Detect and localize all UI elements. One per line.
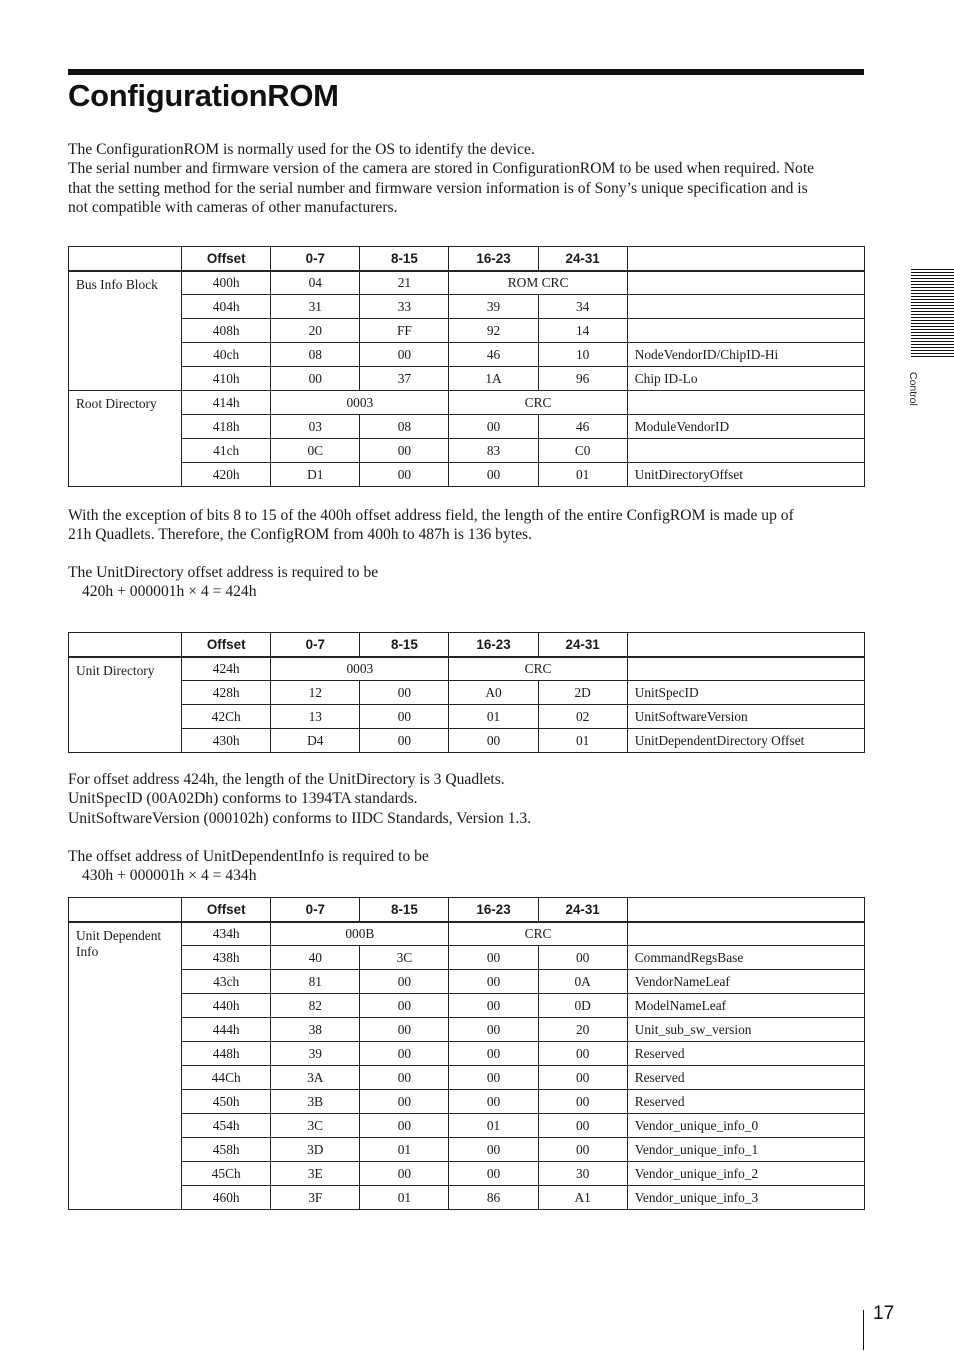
offset-cell: 408h	[182, 319, 271, 343]
offset-cell: 440h	[182, 994, 271, 1018]
description-cell: Chip ID-Lo	[627, 367, 864, 391]
table-row	[69, 415, 865, 439]
description-cell: ModelNameLeaf	[627, 994, 864, 1018]
offset-cell: 41ch	[182, 439, 271, 463]
byte-cell: 39	[271, 1042, 360, 1066]
description-cell	[627, 439, 864, 463]
offset-cell: 414h	[182, 391, 271, 415]
group-label: Root Directory	[69, 391, 182, 487]
byte-cell: 01	[360, 1138, 449, 1162]
byte-cell: 00	[449, 1138, 538, 1162]
byte-cell: 14	[538, 319, 627, 343]
byte-cell: 00	[360, 994, 449, 1018]
table-body	[69, 271, 865, 487]
table-row	[69, 367, 865, 391]
byte-cell: 13	[271, 705, 360, 729]
table-row	[69, 463, 865, 487]
formula-line: 430h + 000001h × 4 = 434h	[82, 867, 257, 885]
table-row	[69, 1138, 865, 1162]
byte-cell: C0	[538, 439, 627, 463]
description-cell: NodeVendorID/ChipID-Hi	[627, 343, 864, 367]
formula-line: 420h + 000001h × 4 = 424h	[82, 583, 257, 601]
byte-cell: 00	[360, 681, 449, 705]
byte-cell: 04	[271, 271, 360, 295]
intro-paragraph	[68, 140, 864, 218]
description-cell	[627, 391, 864, 415]
byte-cell: 3E	[271, 1162, 360, 1186]
table-row	[69, 729, 865, 753]
byte-cell: D4	[271, 729, 360, 753]
description-cell: ModuleVendorID	[627, 415, 864, 439]
header-cell: 8-15	[360, 633, 449, 657]
byte-cell: 0A	[538, 970, 627, 994]
offset-cell: 420h	[182, 463, 271, 487]
table-row	[69, 271, 865, 295]
byte-cell: 03	[271, 415, 360, 439]
table-header	[69, 633, 865, 657]
byte-cell: 46	[449, 343, 538, 367]
side-section-label	[907, 372, 921, 412]
header-cell: 24-31	[538, 633, 627, 657]
byte-cell: 00	[360, 1066, 449, 1090]
header-cell: 24-31	[538, 898, 627, 922]
text-line: that the setting method for the serial number and firmware version information is of Sony’s unique specification and is	[68, 179, 808, 197]
unit-directory-table	[68, 632, 865, 753]
table-body	[69, 922, 865, 1210]
header-cell-blank	[627, 247, 864, 271]
byte-cell: A1	[538, 1186, 627, 1210]
table-row	[69, 391, 865, 415]
description-cell: VendorNameLeaf	[627, 970, 864, 994]
table-row	[69, 1042, 865, 1066]
byte-cell: 00	[360, 1114, 449, 1138]
byte-cell: 3A	[271, 1066, 360, 1090]
group-label: Unit Directory	[69, 657, 182, 753]
description-cell: UnitSpecID	[627, 681, 864, 705]
unit-dependent-info-table	[68, 897, 865, 1210]
header-cell: 0-7	[271, 633, 360, 657]
description-cell: Reserved	[627, 1090, 864, 1114]
byte-cell: 00	[449, 463, 538, 487]
text-line: The ConfigurationROM is normally used for the OS to identify the device.	[68, 141, 535, 158]
byte-cell: 12	[271, 681, 360, 705]
byte-cell: 00	[449, 970, 538, 994]
table-row	[69, 319, 865, 343]
text-line: UnitSpecID (00A02Dh) conforms to 1394TA standards.	[68, 790, 418, 808]
byte-cell: 00	[538, 1042, 627, 1066]
offset-cell: 428h	[182, 681, 271, 705]
byte-cell: 92	[449, 319, 538, 343]
offset-cell: 458h	[182, 1138, 271, 1162]
side-section-text: Control	[907, 372, 919, 406]
byte-cell: 40	[271, 946, 360, 970]
section-tab-marker	[911, 269, 954, 359]
merged-crc-cell: ROM CRC	[449, 271, 627, 295]
offset-cell: 450h	[182, 1090, 271, 1114]
header-cell: Offset	[182, 633, 271, 657]
description-cell	[627, 657, 864, 681]
table-row	[69, 1114, 865, 1138]
offset-cell: 45Ch	[182, 1162, 271, 1186]
offset-cell: 400h	[182, 271, 271, 295]
header-cell: 24-31	[538, 247, 627, 271]
table-row	[69, 295, 865, 319]
table-row	[69, 970, 865, 994]
byte-cell: 30	[538, 1162, 627, 1186]
table-row	[69, 439, 865, 463]
offset-cell: 410h	[182, 367, 271, 391]
table-row	[69, 1018, 865, 1042]
offset-cell: 448h	[182, 1042, 271, 1066]
table-header	[69, 247, 865, 271]
description-cell: UnitSoftwareVersion	[627, 705, 864, 729]
table-row	[69, 1162, 865, 1186]
table-row	[69, 1186, 865, 1210]
byte-cell: 00	[360, 1018, 449, 1042]
byte-cell: 00	[360, 970, 449, 994]
header-row	[69, 633, 865, 657]
offset-cell: 42Ch	[182, 705, 271, 729]
text-line: With the exception of bits 8 to 15 of the 400h offset address field, the length of the entire ConfigROM is made up of	[68, 507, 794, 524]
offset-cell: 438h	[182, 946, 271, 970]
byte-cell: 46	[538, 415, 627, 439]
byte-cell: 33	[360, 295, 449, 319]
byte-cell: 00	[449, 994, 538, 1018]
description-cell: Vendor_unique_info_3	[627, 1186, 864, 1210]
description-cell	[627, 319, 864, 343]
byte-cell: 00	[360, 705, 449, 729]
offset-cell: 43ch	[182, 970, 271, 994]
byte-cell: 0D	[538, 994, 627, 1018]
byte-cell: 08	[271, 343, 360, 367]
table-row	[69, 705, 865, 729]
byte-cell: 00	[271, 367, 360, 391]
byte-cell: 01	[449, 1114, 538, 1138]
byte-cell: 01	[538, 729, 627, 753]
byte-cell: 00	[360, 729, 449, 753]
text-line: The serial number and firmware version of the camera are stored in ConfigurationROM to be used when required. Note	[68, 160, 815, 178]
header-cell: 0-7	[271, 898, 360, 922]
byte-cell: 01	[538, 463, 627, 487]
byte-cell: 00	[449, 946, 538, 970]
header-cell: Offset	[182, 898, 271, 922]
byte-cell: 00	[538, 946, 627, 970]
table-row	[69, 1090, 865, 1114]
offset-cell: 418h	[182, 415, 271, 439]
header-cell-blank	[69, 247, 182, 271]
byte-cell: 00	[360, 1042, 449, 1066]
page-title: ConfigurationROM	[68, 78, 339, 113]
description-cell: Vendor_unique_info_2	[627, 1162, 864, 1186]
header-cell: 8-15	[360, 247, 449, 271]
offset-cell: 424h	[182, 657, 271, 681]
byte-cell: 82	[271, 994, 360, 1018]
byte-cell: 86	[449, 1186, 538, 1210]
text-line: The offset address of UnitDependentInfo is required to be	[68, 848, 429, 865]
byte-cell: 96	[538, 367, 627, 391]
table-row	[69, 994, 865, 1018]
header-cell: 16-23	[449, 247, 538, 271]
header-cell: 16-23	[449, 898, 538, 922]
header-cell: 0-7	[271, 247, 360, 271]
table-row	[69, 657, 865, 681]
byte-cell: 00	[360, 343, 449, 367]
merged-crc-cell: CRC	[449, 657, 627, 681]
byte-cell: 2D	[538, 681, 627, 705]
group-label: Unit Dependent Info	[69, 922, 182, 1210]
header-row	[69, 247, 865, 271]
byte-cell: 31	[271, 295, 360, 319]
byte-cell: 00	[538, 1090, 627, 1114]
description-cell: Reserved	[627, 1066, 864, 1090]
description-cell: UnitDependentDirectory Offset	[627, 729, 864, 753]
merged-value-cell: 0003	[271, 657, 449, 681]
merged-value-cell: 000B	[271, 922, 449, 946]
text-line: UnitSoftwareVersion (000102h) conforms to IIDC Standards, Version 1.3.	[68, 809, 532, 827]
description-cell: CommandRegsBase	[627, 946, 864, 970]
bus-info-root-directory-table	[68, 246, 865, 487]
byte-cell: 0C	[271, 439, 360, 463]
byte-cell: 83	[449, 439, 538, 463]
byte-cell: 39	[449, 295, 538, 319]
byte-cell: 00	[449, 1090, 538, 1114]
byte-cell: 08	[360, 415, 449, 439]
merged-value-cell: 0003	[271, 391, 449, 415]
byte-cell: 20	[538, 1018, 627, 1042]
description-cell: Vendor_unique_info_1	[627, 1138, 864, 1162]
text-line: The UnitDirectory offset address is required to be	[68, 564, 379, 581]
description-cell: Unit_sub_sw_version	[627, 1018, 864, 1042]
table-row	[69, 1066, 865, 1090]
table-row	[69, 922, 865, 946]
byte-cell: 00	[449, 1042, 538, 1066]
offset-cell: 44Ch	[182, 1066, 271, 1090]
byte-cell: A0	[449, 681, 538, 705]
offset-cell: 434h	[182, 922, 271, 946]
description-cell: UnitDirectoryOffset	[627, 463, 864, 487]
offset-cell: 454h	[182, 1114, 271, 1138]
merged-crc-cell: CRC	[449, 391, 627, 415]
byte-cell: 81	[271, 970, 360, 994]
byte-cell: 01	[449, 705, 538, 729]
header-row	[69, 898, 865, 922]
table-row	[69, 946, 865, 970]
byte-cell: 3F	[271, 1186, 360, 1210]
byte-cell: 20	[271, 319, 360, 343]
byte-cell: 37	[360, 367, 449, 391]
byte-cell: 00	[360, 1162, 449, 1186]
page-number: 17	[873, 1303, 895, 1324]
header-cell-blank	[69, 633, 182, 657]
table-body	[69, 657, 865, 753]
group-label: Bus Info Block	[69, 271, 182, 391]
description-cell: Reserved	[627, 1042, 864, 1066]
unit-directory-offset-paragraph	[68, 563, 864, 602]
header-cell: 8-15	[360, 898, 449, 922]
byte-cell: 01	[360, 1186, 449, 1210]
byte-cell: 34	[538, 295, 627, 319]
byte-cell: 00	[449, 1162, 538, 1186]
offset-cell: 460h	[182, 1186, 271, 1210]
byte-cell: 3B	[271, 1090, 360, 1114]
header-cell-blank	[627, 898, 864, 922]
byte-cell: 3D	[271, 1138, 360, 1162]
byte-cell: 10	[538, 343, 627, 367]
title-rule	[68, 69, 864, 75]
header-cell: Offset	[182, 247, 271, 271]
text-line: not compatible with cameras of other manufacturers.	[68, 199, 398, 217]
byte-cell: 21	[360, 271, 449, 295]
merged-crc-cell: CRC	[449, 922, 627, 946]
header-cell-blank	[69, 898, 182, 922]
byte-cell: 02	[538, 705, 627, 729]
table-header	[69, 898, 865, 922]
byte-cell: 3C	[271, 1114, 360, 1138]
offset-cell: 404h	[182, 295, 271, 319]
text-line: For offset address 424h, the length of the UnitDirectory is 3 Quadlets.	[68, 771, 505, 788]
byte-cell: 00	[449, 729, 538, 753]
header-cell-blank	[627, 633, 864, 657]
byte-cell: 38	[271, 1018, 360, 1042]
byte-cell: 3C	[360, 946, 449, 970]
byte-cell: FF	[360, 319, 449, 343]
byte-cell: 00	[538, 1114, 627, 1138]
offset-cell: 444h	[182, 1018, 271, 1042]
description-cell: Vendor_unique_info_0	[627, 1114, 864, 1138]
description-cell	[627, 922, 864, 946]
byte-cell: 00	[449, 1066, 538, 1090]
unit-dependent-offset-paragraph	[68, 847, 864, 886]
byte-cell: D1	[271, 463, 360, 487]
byte-cell: 00	[538, 1066, 627, 1090]
unit-directory-notes-paragraph	[68, 770, 864, 828]
byte-cell: 00	[360, 1090, 449, 1114]
description-cell	[627, 295, 864, 319]
offset-cell: 430h	[182, 729, 271, 753]
byte-cell: 00	[360, 463, 449, 487]
table-row	[69, 343, 865, 367]
description-cell	[627, 271, 864, 295]
byte-cell: 00	[360, 439, 449, 463]
byte-cell: 00	[449, 1018, 538, 1042]
offset-cell: 40ch	[182, 343, 271, 367]
header-cell: 16-23	[449, 633, 538, 657]
table-row	[69, 681, 865, 705]
byte-cell: 1A	[449, 367, 538, 391]
text-line: 21h Quadlets. Therefore, the ConfigROM from 400h to 487h is 136 bytes.	[68, 526, 532, 544]
page-number-rule	[863, 1310, 864, 1350]
byte-cell: 00	[449, 415, 538, 439]
byte-cell: 00	[538, 1138, 627, 1162]
configrom-length-paragraph	[68, 506, 864, 545]
